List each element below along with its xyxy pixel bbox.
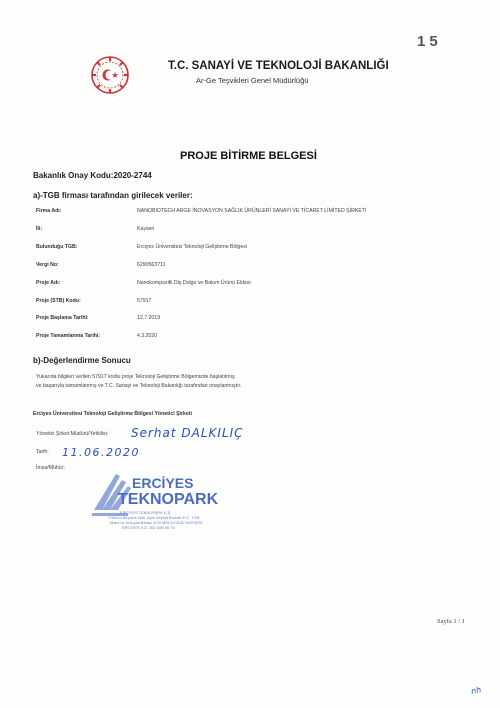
stamp-label: İmza/Mühür: xyxy=(36,465,65,471)
section-b-heading: b)-Değerlendirme Sonucu xyxy=(33,356,131,365)
page-number: 15 xyxy=(417,33,442,50)
company-stamp xyxy=(88,470,248,536)
field-label-tax-no: Vergi No: xyxy=(36,262,59,268)
field-label-tgb: Bulunduğu TGB: xyxy=(36,244,78,250)
field-label-end-date: Proje Tamamlanma Tarihi: xyxy=(36,333,101,339)
field-value-end-date: 4.3.2020 xyxy=(137,333,158,339)
approval-code: Bakanlık Onay Kodu:2020-2744 xyxy=(33,171,152,180)
ministry-name: T.C. SANAYİ VE TEKNOLOJİ BAKANLIĞI xyxy=(168,60,389,72)
field-label-project-code: Proje (STB) Kodu: xyxy=(36,298,81,304)
date-label: Tarih: xyxy=(36,449,49,455)
field-value-tax-no: 6290563711 xyxy=(137,262,166,268)
evaluation-line-2: ve başarıyla tamamlanmış ve T.C. Sanayi ve Teknoloji Bakanlığı tarafından onaylanmıştır. xyxy=(36,383,242,389)
signature-date: 11.06.2020 xyxy=(62,446,140,459)
document-title: PROJE BİTİRME BELGESİ xyxy=(180,150,317,162)
field-value-start-date: 12.7.2019 xyxy=(137,315,161,321)
manager-label: Yönetici Şirket Müdürü/Yetkilisi: xyxy=(36,431,109,437)
field-value-company: NANOBIOTECH ARGE İNOVASYON SAĞLIK ÜRÜNLERİ SANAYİ VE TİCARET LİMİTED ŞİRKETİ xyxy=(137,208,367,214)
stamp-line-1: ERCİYES TEKNOPARK A.Ş. xyxy=(120,510,172,515)
ministry-seal-icon xyxy=(90,55,130,95)
field-value-project-name: Nanokompozitli Diş Dolgu ve Bakım Ürünü Eldesi xyxy=(137,280,251,286)
page-indicator: Sayfa 1 / 1 xyxy=(437,618,465,625)
field-label-company: Firma Adı: xyxy=(36,208,62,214)
svg-text:ERCİYES: ERCİYES xyxy=(132,475,194,491)
svg-text:TEKNOPARK: TEKNOPARK xyxy=(118,491,219,508)
managing-company: Erciyes Üniversitesi Teknoloji Geliştirme Bölgesi Yönetici Şirketi xyxy=(33,411,192,417)
directorate-name: Ar-Ge Teşvikleri Genel Müdürlüğü xyxy=(196,76,309,85)
field-value-city: Kayseri xyxy=(137,226,155,232)
field-label-start-date: Proje Başlama Tarihi: xyxy=(36,315,89,321)
stamp-line-2: Yıldırım Beyazıt Mah. Aşık Veysel Bulvarı E.Ü. TGB xyxy=(108,515,200,520)
field-label-city: İli: xyxy=(36,226,43,232)
section-a-heading: a)-TGB firması tarafından girilecek veriler: xyxy=(33,191,193,200)
stamp-line-3: İdare ve Kuluçka Binası 4/25 MELİKGAZİ/ KAYSERİ xyxy=(110,520,203,525)
signer-name: Serhat DALKILIÇ xyxy=(131,426,244,440)
field-value-tgb: Erciyes Üniversitesi Teknoloji Geliştirme Bölgesi xyxy=(137,244,248,250)
stamp-line-4: ERCİYES V.D. 362 028 59 70 xyxy=(122,525,175,530)
handwritten-initial: nh xyxy=(470,685,482,696)
evaluation-line-1: Yukarıda bilgileri verilen 57917 kodlu proje Teknoloji Geliştirme Bölgemizde başlatılmış xyxy=(36,374,235,380)
field-value-project-code: 57917 xyxy=(137,298,152,304)
field-label-project-name: Proje Adı: xyxy=(36,280,61,286)
